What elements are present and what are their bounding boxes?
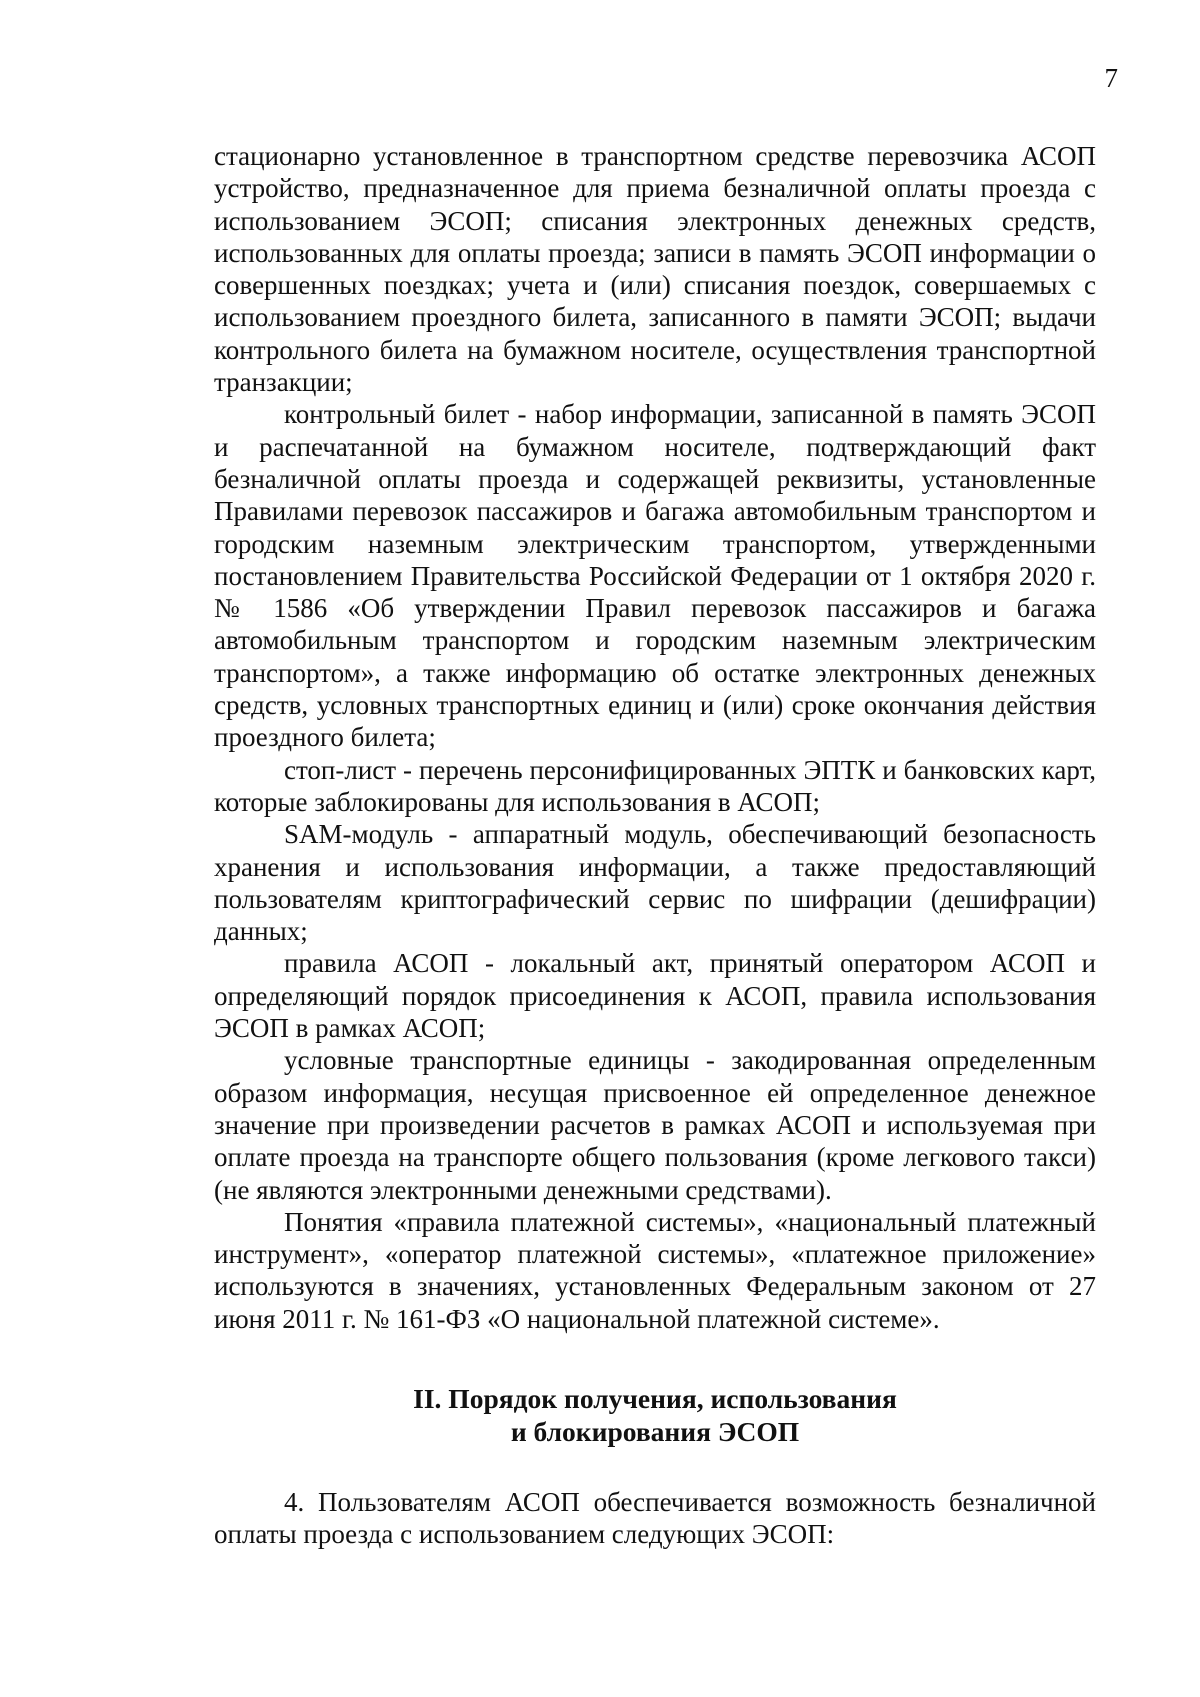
paragraph-device-definition-continuation: стационарно установленное в транспортном средстве перевозчика АСОП устройство, предназначенное для приема безналичной оплаты проезда с использованием ЭСОП; списания электронных денежных средств, использованных для оплаты проезда; записи в память ЭСОП информации о совершенных поездках; учета и (или) списания поездок, совершаемых с использованием проездного билета, записанного в памяти ЭСОП; выдачи контрольного билета на бумажном носителе, осуществления транспортной транзакции; bbox=[214, 141, 1096, 398]
section-heading-line-1: II. Порядок получения, использования bbox=[413, 1382, 897, 1414]
paragraph-item-4: 4. Пользователям АСОП обеспечивается возможность безналичной оплаты проезда с использованием следующих ЭСОП: bbox=[214, 1486, 1096, 1550]
page-number: 7 bbox=[1104, 63, 1118, 93]
paragraph-conventional-units-definition: условные транспортные единицы - закодированная определенным образом информация, несущая присвоенное ей определенное денежное значение при произведении расчетов в рамках АСОП и используемая при оплате проезда на транспорте общего пользования (кроме легкового такси) (не являются электронными денежными средствами). bbox=[214, 1045, 1096, 1205]
paragraph-asop-rules-definition: правила АСОП - локальный акт, принятый оператором АСОП и определяющий порядок присоединения к АСОП, правила использования ЭСОП в рамках АСОП; bbox=[214, 948, 1096, 1044]
document-body bbox=[214, 140, 1096, 1551]
paragraph-sam-module-definition: SAM-модуль - аппаратный модуль, обеспечивающий безопасность хранения и использования информации, а также предоставляющий пользователям криптографический сервис по шифрации (дешифрации) данных; bbox=[214, 819, 1096, 947]
paragraph-control-ticket-definition: контрольный билет - набор информации, записанной в память ЭСОП и распечатанной на бумажном носителе, подтверждающий факт безналичной оплаты проезда и содержащей реквизиты, установленные Правилами перевозок пассажиров и багажа автомобильным транспортом и городским наземным электрическим транспортом, утвержденными постановлением Правительства Российской Федерации от 1 октября 2020 г. № 1586 «Об утверждении Правил перевозок пассажиров и багажа автомобильным транспортом и городским наземным электрическим транспортом», а также информацию об остатке электронных денежных средств, условных транспортных единиц и (или) сроке окончания действия проездного билета; bbox=[214, 399, 1096, 753]
section-heading bbox=[214, 1382, 1096, 1448]
paragraph-stop-list-definition: стоп-лист - перечень персонифицированных ЭПТК и банковских карт, которые заблокированы для использования в АСОП; bbox=[214, 754, 1096, 817]
section-heading-line-2: и блокирования ЭСОП bbox=[510, 1415, 800, 1447]
paragraph-terms-reference: Понятия «правила платежной системы», «национальный платежный инструмент», «оператор платежной системы», «платежное приложение» используются в значениях, установленных Федеральным законом от 27 июня 2011 г. № 161-ФЗ «О национальной платежной системе». bbox=[214, 1206, 1096, 1334]
